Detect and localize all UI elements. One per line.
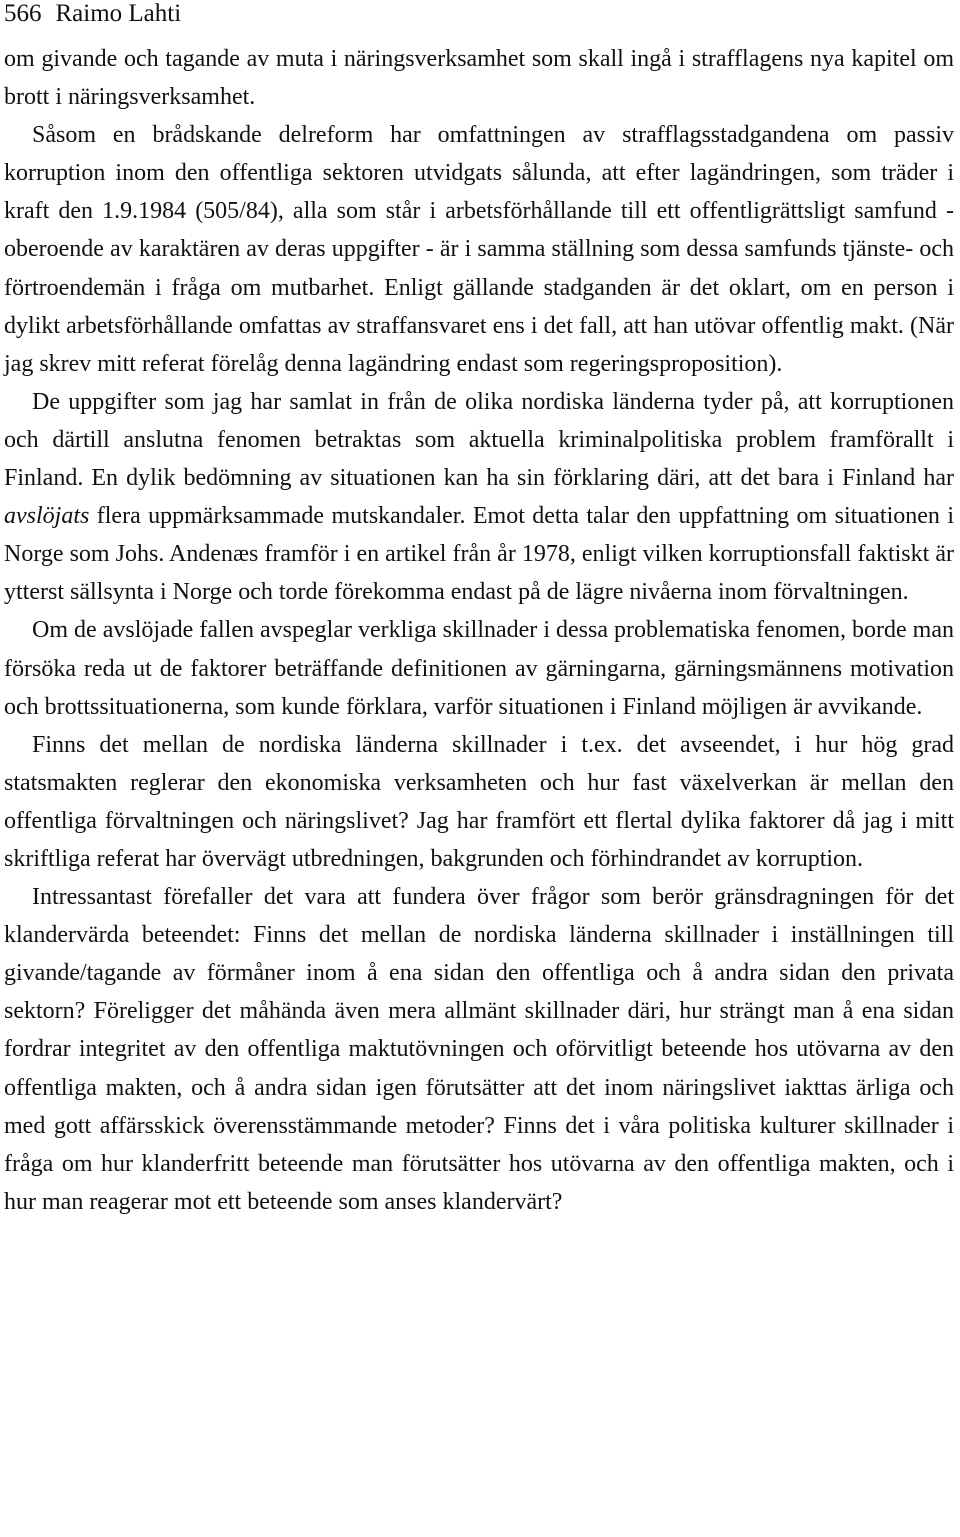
page-number: 566: [4, 0, 42, 27]
emphasized-word: avslöjats: [4, 503, 90, 530]
running-head: [4, 0, 954, 28]
paragraph-text: Finns det mellan de nordiska länderna skillnader i t.ex. det avseendet, i hur hög grad statsmakten reglerar den ekonomiska verksamheten och hur fast växelverkan är mellan den offentliga förvaltningen och näringslivet? Jag har framfört ett flertal dylika faktorer då jag i mitt skriftliga referat har övervägt utbredningen, bakgrunden och förhindrandet av korruption.: [4, 731, 954, 872]
paragraph-text: flera uppmärksammade mutskandaler. Emot detta talar den uppfattning om situationen i Norge som Johs. Andenæs framför i en artikel från år 1978, enligt vilken korruptionsfall faktiskt är ytterst sällsynta i Norge och torde förekomma endast på de lägre nivåerna inom förvaltningen.: [4, 503, 954, 606]
page: [4, 0, 954, 1221]
paragraph-text: Om de avslöjade fallen avspeglar verkliga skillnader i dessa problematiska fenomen, borde man försöka reda ut de faktorer beträffande definitionen av gärningarna, gärningsmännens motivation och brottssituationerna, som kunde förklara, varför situationen i Finland möjligen är avvikande.: [4, 617, 954, 720]
paragraph-2: [4, 116, 954, 383]
paragraph-5: [4, 726, 954, 878]
paragraph-3: [4, 383, 954, 612]
paragraph-4: [4, 611, 954, 725]
body-text: [4, 40, 954, 1221]
paragraph-1: [4, 40, 954, 116]
paragraph-text: om givande och tagande av muta i näringsverksamhet som skall ingå i strafflagens nya kapitel om brott i näringsverksamhet.: [4, 46, 954, 111]
paragraph-text: Intressantast förefaller det vara att fundera över frågor som berör gränsdragningen för det klandervärda beteendet: Finns det mellan de nordiska länderna skillnader i inställningen till givande/tagande av förmåner inom å ena sidan den offentliga och å andra sidan den privata sektorn? Föreligger det måhända även mera allmänt skillnader däri, hur strängt man å ena sidan fordrar integritet av den offentliga maktutövningen och oförvitligt beteende hos utövarna av den offentliga makten, och å andra sidan igen förutsätter att det inom näringslivet iakttas ärliga och med gott affärsskick överensstämmande metoder? Finns det i våra politiska kulturer skillnader i fråga om hur klanderfritt beteende man förutsätter hos utövarna av den offentliga makten, och i hur man reagerar mot ett beteende som anses klandervärt?: [4, 884, 954, 1215]
paragraph-6: [4, 878, 954, 1221]
running-head-author: Raimo Lahti: [55, 0, 182, 27]
paragraph-text: Såsom en brådskande delreform har omfattningen av strafflagsstadgandena om passiv korruption inom den offentliga sektoren utvidgats sålunda, att efter lagändringen, som träder i kraft den 1.9.1984 (505/84), alla som står i arbetsförhållande till ett offentligrättsligt samfund - oberoende av karaktären av deras uppgifter - är i samma ställning som dessa samfunds tjänste- och förtroendemän i fråga om mutbarhet. Enligt gällande stadganden är det oklart, om en person i dylikt arbetsförhållande omfattas av straffansvaret ens i det fall, att han utövar offentlig makt. (När jag skrev mitt referat förelåg denna lagändring endast som regeringsproposition).: [4, 122, 954, 377]
paragraph-text: De uppgifter som jag har samlat in från de olika nordiska länderna tyder på, att korruptionen och därtill anslutna fenomen betraktas som aktuella kriminalpolitiska problem framförallt i Finland. En dylik bedömning av situationen kan ha sin förklaring däri, att det bara i Finland har: [4, 388, 954, 492]
